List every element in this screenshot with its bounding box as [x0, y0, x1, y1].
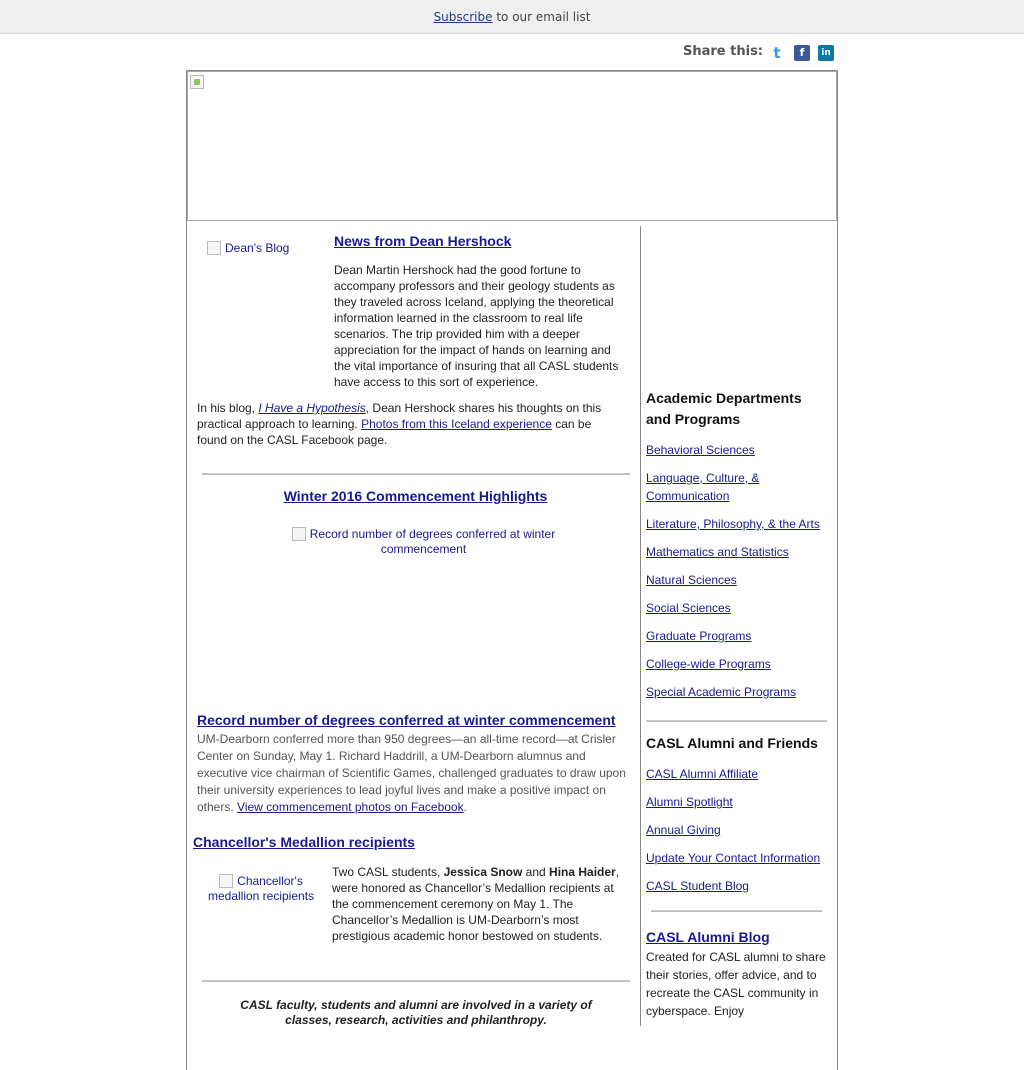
department-link[interactable]: Language, Culture, & Communication — [646, 471, 760, 503]
department-link[interactable]: Natural Sciences — [646, 573, 737, 587]
section-divider — [202, 473, 630, 475]
dean-blog-image-alt: Dean's Blog — [225, 241, 290, 255]
linkedin-icon[interactable]: in — [818, 45, 834, 61]
medallion-body-post: , were honored as Chancellor’s Medallion recipients at the commencement ceremony on May 1. The Chancellor’s Medallion is UM-Dearborn’s most prestigious academic honor bestowed on students. — [332, 865, 620, 943]
degrees-body-text: UM-Dearborn conferred more than 950 degrees—an all-time record—at Crisler Center on Sunday, May 1. Richard Haddrill, a UM-Dearborn alumnus and executive vice chairman of Scientific Games, challenged graduates to draw upon their university experiences to lead joyful lives and make a positive impact on others. — [197, 732, 626, 814]
degrees-record-title[interactable]: Record number of degrees conferred at winter commencement — [197, 712, 616, 728]
alumni-link[interactable]: CASL Student Blog — [646, 879, 749, 893]
dean-blog-paragraph — [197, 400, 622, 448]
department-link[interactable]: Mathematics and Statistics — [646, 545, 789, 559]
commencement-heading[interactable]: Winter 2016 Commencement Highlights — [283, 488, 548, 504]
section-divider — [202, 980, 630, 982]
sidebar-divider — [651, 910, 822, 912]
medallion-title[interactable]: Chancellor's Medallion recipients — [193, 834, 415, 850]
alumni-blog-text: Created for CASL alumni to share their stories, offer advice, and to recreate the CASL community in cyberspace. Enjoy — [646, 950, 826, 1018]
alumni-blog-title[interactable]: CASL Alumni Blog — [646, 929, 770, 945]
alumni-link[interactable]: Update Your Contact Information — [646, 851, 821, 865]
commencement-photos-link[interactable]: View commencement photos on Facebook — [237, 800, 464, 814]
medallion-and: and — [522, 865, 550, 879]
alumni-link[interactable]: Alumni Spotlight — [646, 795, 733, 809]
department-link[interactable]: Literature, Philosophy, & the Arts — [646, 517, 820, 531]
student-name-1: Jessica Snow — [443, 865, 523, 879]
twitter-icon[interactable]: t — [769, 45, 785, 61]
dean-news-body: Dean Martin Hershock had the good fortune to accompany professors and their geology students as they traveled across Iceland, applying the theoretical information learned in the classroom to real life scenarios. The trip provided him with a deeper appreciation for the impact of hands on learning and the vital importance of insuring that all CASL students have access to this sort of experience. — [334, 263, 619, 389]
sidebar-divider — [646, 720, 827, 722]
departments-heading: Academic Departments and Programs — [646, 390, 802, 427]
department-link[interactable]: College-wide Programs — [646, 657, 771, 671]
subscribe-text: to our email list — [492, 10, 591, 24]
medallion-body — [332, 864, 630, 944]
commencement-image-alt: Record number of degrees conferred at winter commencement — [309, 527, 556, 556]
degrees-body-end: . — [463, 800, 467, 814]
broken-image-icon — [219, 874, 233, 888]
medallion-image-alt: Chancellor's medallion recipients — [207, 874, 315, 903]
broken-image-icon — [292, 527, 306, 541]
alumni-heading: CASL Alumni and Friends — [646, 735, 818, 751]
column-divider — [640, 226, 641, 1026]
broken-image-icon — [190, 75, 204, 89]
department-link[interactable]: Behavioral Sciences — [646, 443, 755, 457]
share-label: Share this: — [683, 44, 764, 59]
blog-post: can be found on the CASL Facebook page. — [197, 417, 592, 447]
alumni-link[interactable]: CASL Alumni Affiliate — [646, 767, 759, 781]
activities-note: CASL faculty, students and alumni are involved in a variety of classes, research, activities and philanthropy. — [240, 998, 592, 1027]
facebook-icon[interactable]: f — [794, 45, 810, 61]
hypothesis-blog-link[interactable]: I Have a Hypothesis — [258, 401, 366, 415]
subscribe-message — [0, 10, 1024, 24]
department-link[interactable]: Social Sciences — [646, 601, 731, 615]
subscribe-link[interactable]: Subscribe — [433, 10, 493, 24]
blog-mid: , Dean Hershock shares his thoughts on this practical approach to learning. — [197, 401, 602, 431]
header-banner-image — [187, 71, 837, 221]
broken-image-icon — [207, 241, 221, 255]
degrees-record-body — [197, 731, 637, 816]
department-link[interactable]: Special Academic Programs — [646, 685, 797, 699]
department-link[interactable]: Graduate Programs — [646, 629, 752, 643]
student-name-2: Hina Haider — [549, 865, 616, 879]
medallion-body-pre: Two CASL students, — [332, 865, 444, 879]
iceland-photos-link[interactable]: Photos from this Iceland experience — [361, 417, 552, 431]
dean-blog-image[interactable] — [207, 241, 317, 256]
medallion-image[interactable] — [202, 874, 320, 903]
commencement-image[interactable] — [270, 527, 577, 556]
blog-pre: In his blog, — [197, 401, 259, 415]
dean-news-title[interactable]: News from Dean Hershock — [334, 233, 512, 249]
alumni-link[interactable]: Annual Giving — [646, 823, 721, 837]
subscribe-bar — [0, 0, 1024, 34]
